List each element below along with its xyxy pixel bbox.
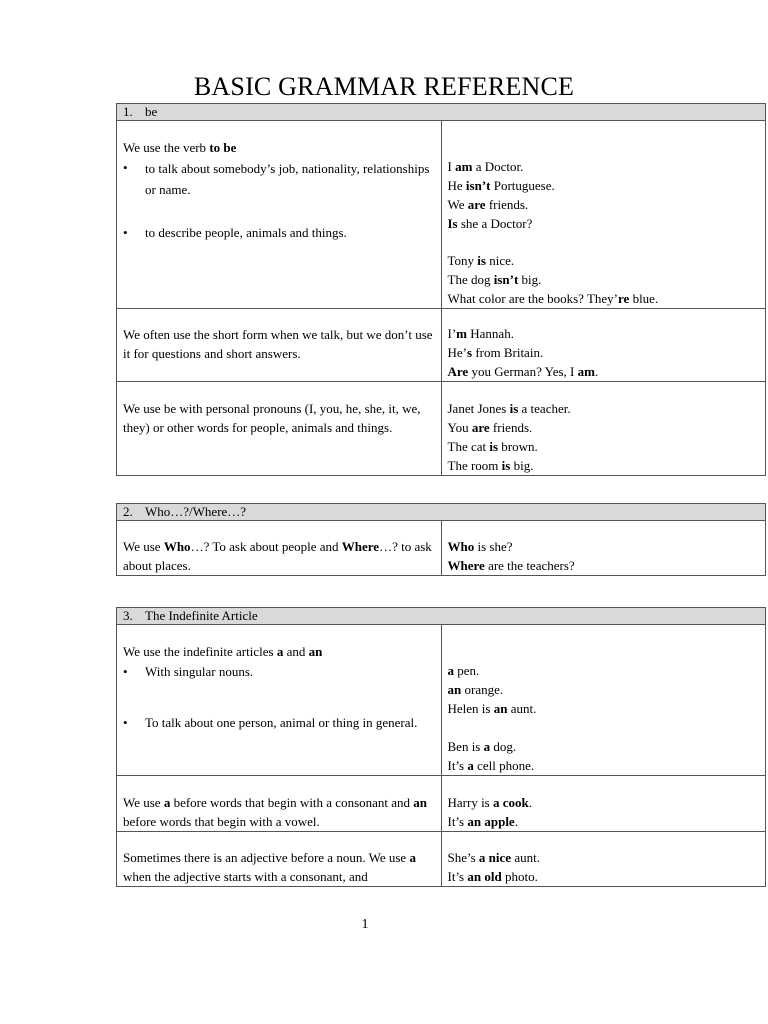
text-segment: We use — [123, 539, 164, 554]
text-segment: before words that begin with a consonant and — [170, 795, 414, 810]
text-segment: am — [577, 364, 595, 379]
text-segment: The dog — [447, 272, 494, 287]
text-segment: Tony — [447, 253, 478, 268]
text-segment: you German? Yes, I — [468, 364, 578, 379]
text-segment: You — [447, 420, 472, 435]
example-sentence — [448, 556, 760, 575]
text-segment: Portuguese. — [490, 178, 555, 193]
section-heading: Who…?/Where…? — [145, 504, 247, 519]
text-segment: a — [409, 850, 416, 865]
example-sentence — [448, 661, 760, 680]
text-segment: she a Doctor? — [457, 216, 533, 231]
text-segment: is — [489, 439, 499, 454]
text-segment: an — [447, 682, 462, 697]
rule-cell — [117, 521, 442, 576]
text-segment: …? to ask about places. — [123, 539, 432, 573]
example-sentence — [448, 343, 760, 362]
example-sentence — [448, 176, 760, 195]
text-segment: cell phone. — [473, 758, 535, 773]
text-segment: aunt. — [507, 701, 537, 716]
text-segment: Who — [163, 539, 191, 554]
text-segment: a nice — [478, 850, 512, 865]
text-segment: an — [413, 795, 428, 810]
text-segment: Is — [447, 216, 458, 231]
text-segment: Harry is — [447, 795, 493, 810]
text-segment: re — [618, 291, 630, 306]
text-segment: It’s — [447, 758, 468, 773]
example-sentence — [448, 537, 760, 556]
bullet-item: • to talk about somebody’s job, nationality, relationships or name. — [123, 160, 430, 197]
text-segment: big. — [510, 458, 534, 473]
text-segment: am — [455, 159, 473, 174]
section-header — [117, 504, 766, 521]
text-segment: The room — [447, 458, 502, 473]
text-segment: I — [447, 159, 456, 174]
text-segment: an old — [467, 869, 502, 884]
example-sentence — [448, 437, 760, 456]
text-segment: a — [483, 739, 491, 754]
bullet-item: • to describe people, animals and things. — [123, 225, 347, 240]
text-segment: The cat — [447, 439, 490, 454]
text-segment: Hannah. — [467, 326, 514, 341]
section-indefinite-article-table — [116, 607, 766, 887]
section-header — [117, 608, 766, 625]
text-segment: blue. — [629, 291, 659, 306]
text-segment: s — [467, 345, 473, 360]
text-segment: before words that begin with a vowel. — [123, 814, 320, 829]
example-cell — [441, 776, 766, 832]
section-heading: The Indefinite Article — [145, 608, 258, 623]
text-segment: I’ — [447, 326, 457, 341]
text-segment: Ben is — [447, 739, 484, 754]
text-segment: We — [447, 197, 468, 212]
rule-cell — [117, 776, 442, 832]
text-segment: . — [514, 814, 518, 829]
text-segment: Janet Jones — [447, 401, 510, 416]
text-segment: a — [447, 663, 454, 678]
text-segment: is — [501, 458, 511, 473]
rule-text: We use be with personal pronouns (I, you, he, she, it, we, they) or other words for people, animals and things. — [123, 401, 421, 435]
example-sentence — [448, 812, 760, 831]
text-segment: are the teachers? — [484, 558, 575, 573]
text-segment: from Britain. — [472, 345, 544, 360]
text-segment: friends. — [485, 197, 529, 212]
text-segment: is she? — [474, 539, 513, 554]
text-segment: . — [594, 364, 599, 379]
rule-text — [123, 537, 435, 575]
example-sentence — [448, 867, 760, 886]
text-segment: an apple — [467, 814, 515, 829]
section-number: 3. — [123, 608, 133, 623]
example-sentence — [448, 195, 760, 214]
text-segment: Sometimes there is an adjective before a noun. We use — [123, 850, 410, 865]
example-cell — [441, 382, 766, 476]
text-segment: Are — [447, 364, 469, 379]
bullet-item: • To talk about one person, animal or thing in general. — [123, 715, 418, 730]
text-segment: She’s — [447, 850, 479, 865]
text-segment: nice. — [485, 253, 515, 268]
rule-cell — [117, 382, 442, 476]
text-segment: m — [456, 326, 468, 341]
example-sentence — [448, 793, 760, 812]
text-segment: aunt. — [511, 850, 540, 865]
example-cell — [441, 521, 766, 576]
text-segment: Where — [447, 558, 485, 573]
example-sentence — [448, 418, 760, 437]
example-sentence — [448, 157, 760, 176]
text-segment: He’ — [447, 345, 467, 360]
text-segment: are — [467, 197, 486, 212]
rule-text — [123, 793, 435, 831]
text-segment: Where — [341, 539, 380, 554]
rule-cell — [117, 309, 442, 382]
text-segment: . — [528, 795, 532, 810]
example-sentence — [448, 251, 760, 270]
example-sentence — [448, 214, 760, 233]
example-sentence — [448, 737, 760, 756]
example-sentence — [448, 270, 760, 289]
example-sentence — [448, 362, 760, 381]
text-segment: an — [493, 701, 508, 716]
section-be-table — [116, 103, 766, 476]
bullet-item: • With singular nouns. — [123, 664, 254, 679]
text-segment: big. — [518, 272, 542, 287]
section-who-where-table — [116, 503, 766, 576]
text-segment: when the adjective starts with a consonant, and — [123, 869, 368, 884]
example-sentence — [448, 289, 760, 308]
text-segment: …? To ask about people and — [190, 539, 342, 554]
text-segment: isn’t — [465, 178, 491, 193]
page-number: 1 — [361, 917, 369, 932]
example-sentence — [448, 324, 760, 343]
text-segment: pen. — [454, 663, 480, 678]
rule-text: We often use the short form when we talk, but we don’t use it for questions and short answers. — [123, 327, 433, 361]
text-segment: a teacher. — [518, 401, 571, 416]
example-sentence — [448, 680, 760, 699]
example-cell — [441, 625, 766, 776]
section-number: 1. — [123, 104, 133, 119]
example-cell — [441, 832, 766, 887]
text-segment: It’s — [447, 814, 468, 829]
text-segment: a — [163, 795, 171, 810]
rule-text — [123, 848, 435, 886]
section-header — [117, 104, 766, 121]
text-segment: Who — [447, 539, 475, 554]
example-sentence — [448, 456, 760, 475]
rule-intro: We use the verb to be — [123, 140, 237, 155]
text-segment: a Doctor. — [472, 159, 524, 174]
section-number: 2. — [123, 504, 133, 519]
text-segment: He — [447, 178, 466, 193]
text-segment: is — [477, 253, 486, 268]
text-segment: is — [509, 401, 519, 416]
text-segment: Helen is — [447, 701, 494, 716]
text-segment: dog. — [490, 739, 517, 754]
example-sentence — [448, 848, 760, 867]
text-segment: It’s — [447, 869, 468, 884]
example-sentence — [448, 699, 760, 718]
rule-cell — [117, 121, 442, 309]
section-heading: be — [145, 104, 158, 119]
text-segment: What color are the books? They’ — [447, 291, 618, 306]
example-cell — [441, 309, 766, 382]
text-segment: a cook — [493, 795, 529, 810]
text-segment: brown. — [498, 439, 538, 454]
rule-intro: We use the indefinite articles a and an — [123, 644, 323, 659]
example-cell — [441, 121, 766, 309]
text-segment: orange. — [461, 682, 504, 697]
example-sentence — [448, 399, 760, 418]
example-sentence — [448, 756, 760, 775]
rule-cell — [117, 832, 442, 887]
text-segment: are — [471, 420, 490, 435]
text-segment: photo. — [501, 869, 538, 884]
text-segment: a — [467, 758, 474, 773]
rule-cell — [117, 625, 442, 776]
text-segment: We use — [123, 795, 164, 810]
text-segment: isn’t — [493, 272, 519, 287]
page-title: BASIC GRAMMAR REFERENCE — [193, 72, 575, 101]
text-segment: friends. — [489, 420, 533, 435]
